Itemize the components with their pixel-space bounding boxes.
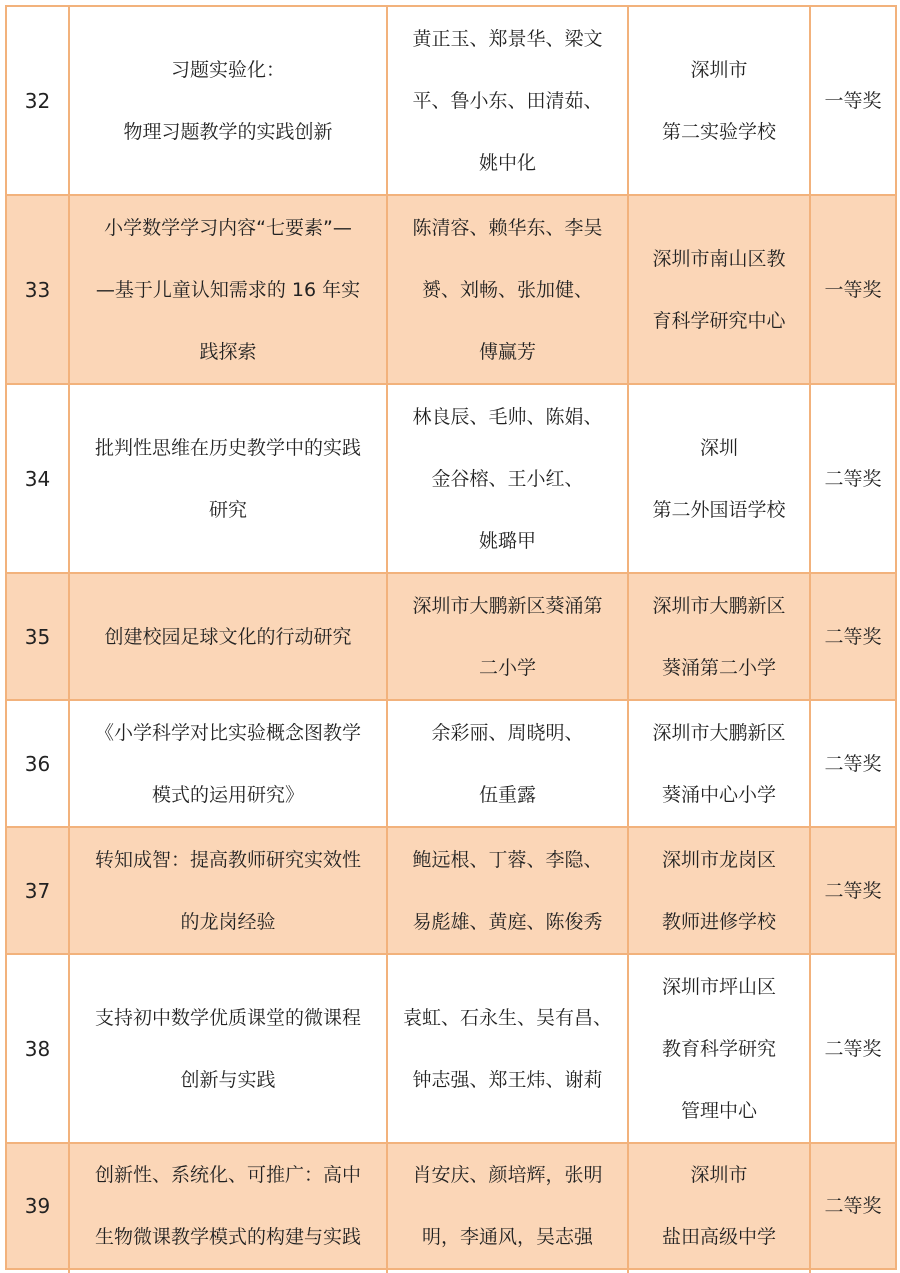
- award-level: 一等奖: [810, 195, 896, 384]
- authors-cell: [387, 384, 628, 573]
- title-line: 创新与实践: [180, 1068, 276, 1091]
- org-line: 育科学研究中心: [652, 309, 786, 332]
- column-divider: [386, 1267, 388, 1273]
- org-line: 深圳市大鹏新区: [652, 594, 786, 617]
- title-line: 转知成智：提高教师研究实效性: [94, 848, 361, 871]
- row-number: 33: [6, 195, 69, 384]
- title-line: 批判性思维在历史教学中的实践: [94, 436, 361, 459]
- authors-line: 二小学: [478, 656, 536, 679]
- award-table: [5, 5, 897, 1270]
- authors-line: 鲍远根、丁蓉、李隐、: [412, 848, 603, 871]
- project-title: [69, 954, 387, 1143]
- table-row: [6, 573, 896, 700]
- org-line: 深圳: [699, 436, 738, 459]
- authors-line: 赟、刘畅、张加健、: [421, 278, 593, 301]
- award-level: 二等奖: [810, 1143, 896, 1269]
- title-line: 习题实验化：: [170, 58, 285, 81]
- organization-cell: [628, 1143, 810, 1269]
- authors-line: 易彪雄、黄庭、陈俊秀: [412, 910, 603, 933]
- authors-cell: [387, 573, 628, 700]
- award-level: 一等奖: [810, 6, 896, 195]
- table-row: [6, 384, 896, 573]
- column-divider: [627, 1267, 629, 1273]
- project-title: [69, 700, 387, 827]
- title-line: 生物微课教学模式的构建与实践: [94, 1226, 361, 1248]
- authors-line: 明，李通风，吴志强: [421, 1226, 593, 1248]
- authors-line: 袁虹、石永生、吴有昌、: [402, 1006, 612, 1029]
- authors-line: 黄正玉、郑景华、梁文: [412, 27, 603, 50]
- org-line: 盐田高级中学: [661, 1226, 776, 1248]
- authors-line: 林良辰、毛帅、陈娟、: [412, 405, 603, 428]
- row-number: 35: [6, 573, 69, 700]
- project-title: [69, 573, 387, 700]
- row-number: 32: [6, 6, 69, 195]
- org-line: 深圳市龙岗区: [661, 848, 776, 871]
- title-line: 《小学科学对比实验概念图教学: [94, 721, 361, 744]
- authors-line: 傅赢芳: [478, 340, 536, 363]
- org-line: 教师进修学校: [661, 910, 776, 933]
- authors-cell: [387, 700, 628, 827]
- authors-line: 伍重露: [478, 783, 536, 806]
- organization-cell: [628, 827, 810, 954]
- authors-line: 余彩丽、周晓明、: [431, 721, 584, 744]
- award-level: 二等奖: [810, 573, 896, 700]
- title-line: 践探索: [199, 340, 257, 363]
- organization-cell: [628, 384, 810, 573]
- organization-cell: [628, 573, 810, 700]
- row-number: 36: [6, 700, 69, 827]
- project-title: [69, 195, 387, 384]
- authors-line: 姚璐甲: [478, 529, 536, 552]
- org-line: 葵涌中心小学: [661, 783, 776, 806]
- table-row: [6, 954, 896, 1143]
- authors-line: 姚中化: [478, 151, 536, 174]
- award-level: 二等奖: [810, 700, 896, 827]
- authors-cell: [387, 1143, 628, 1269]
- authors-line: 平、鲁小东、田清茹、: [412, 89, 603, 112]
- project-title: [69, 384, 387, 573]
- organization-cell: [628, 954, 810, 1143]
- authors-cell: [387, 827, 628, 954]
- org-line: 深圳市大鹏新区: [652, 721, 786, 744]
- organization-cell: [628, 195, 810, 384]
- column-divider: [68, 1267, 70, 1273]
- row-number: 34: [6, 384, 69, 573]
- title-line: 创新性、系统化、可推广：高中: [94, 1164, 361, 1186]
- award-table-body: [6, 6, 896, 1269]
- title-line: —基于儿童认知需求的 16 年实: [95, 278, 361, 301]
- row-number: 38: [6, 954, 69, 1143]
- table-row: [6, 6, 896, 195]
- table-row: [6, 827, 896, 954]
- award-level: 二等奖: [810, 954, 896, 1143]
- authors-cell: [387, 954, 628, 1143]
- project-title: [69, 6, 387, 195]
- organization-cell: [628, 700, 810, 827]
- project-title: [69, 1143, 387, 1269]
- title-line: 的龙岗经验: [180, 910, 276, 933]
- org-line: 深圳市坪山区: [661, 975, 776, 998]
- table-row: [6, 195, 896, 384]
- award-level: 二等奖: [810, 384, 896, 573]
- title-line: 物理习题教学的实践创新: [123, 120, 333, 143]
- authors-line: 金谷榕、王小红、: [431, 467, 584, 490]
- org-line: 深圳市南山区教: [652, 247, 786, 270]
- row-number: 37: [6, 827, 69, 954]
- authors-cell: [387, 6, 628, 195]
- org-line: 第二实验学校: [661, 120, 776, 143]
- next-row-edge: [0, 1267, 900, 1273]
- org-line: 深圳市: [690, 58, 748, 81]
- column-divider: [809, 1267, 811, 1273]
- org-line: 葵涌第二小学: [661, 656, 776, 679]
- organization-cell: [628, 6, 810, 195]
- award-level: 二等奖: [810, 827, 896, 954]
- table-row: [6, 1143, 896, 1269]
- title-line: 支持初中数学优质课堂的微课程: [94, 1006, 361, 1029]
- title-line: 创建校园足球文化的行动研究: [104, 625, 352, 648]
- org-line: 管理中心: [680, 1099, 757, 1122]
- authors-cell: [387, 195, 628, 384]
- authors-line: 钟志强、郑王炜、谢莉: [412, 1068, 603, 1091]
- org-line: 教育科学研究: [661, 1037, 776, 1060]
- org-line: 第二外国语学校: [652, 498, 786, 521]
- title-line: 研究: [208, 498, 247, 521]
- title-line: 模式的运用研究》: [151, 783, 304, 806]
- org-line: 深圳市: [690, 1164, 748, 1186]
- authors-line: 深圳市大鹏新区葵涌第: [412, 594, 603, 617]
- authors-line: 陈清容、赖华东、李吴: [412, 216, 603, 239]
- project-title: [69, 827, 387, 954]
- table-row: [6, 700, 896, 827]
- row-number: 39: [6, 1143, 69, 1269]
- authors-line: 肖安庆、颜培辉，张明: [412, 1164, 603, 1186]
- title-line: 小学数学学习内容“七要素”—: [104, 216, 352, 239]
